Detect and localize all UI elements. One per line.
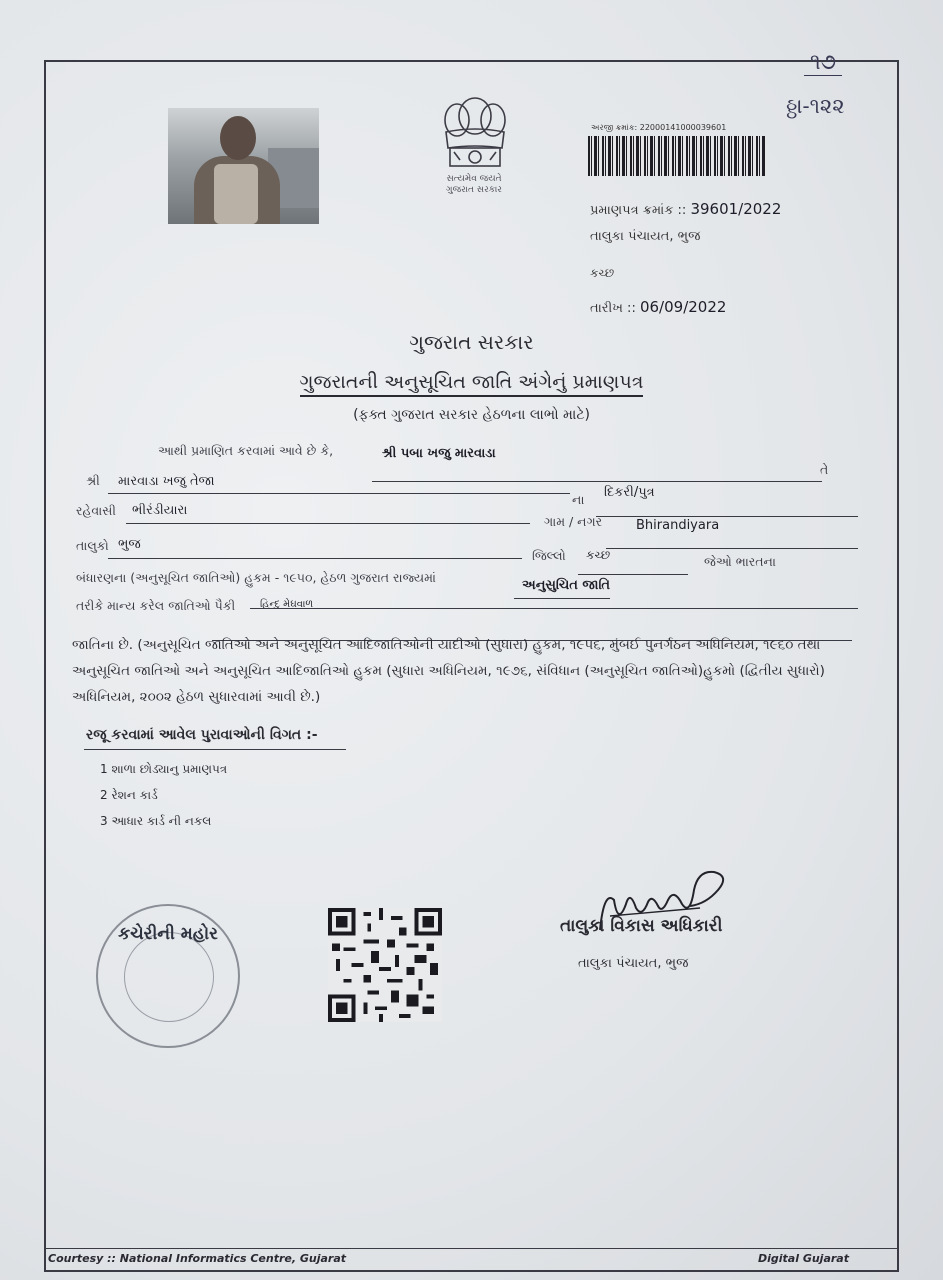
- na-label: ના: [572, 492, 585, 507]
- caste-name: હિન્દુ મેઘવાળ: [260, 599, 314, 610]
- issuing-district: કચ્છ: [590, 266, 615, 280]
- taluka-name: ભુજ: [118, 537, 141, 552]
- te-text: તે: [820, 462, 829, 477]
- certificate-number-row: [590, 200, 781, 218]
- document-item: 3 આધાર કાર્ડ ની નકલ: [100, 814, 212, 828]
- applicant-photo: [168, 108, 319, 224]
- district-label: જિલ્લો: [532, 548, 566, 563]
- relation: દિકરી/પુત્ર: [604, 485, 655, 500]
- category: અનુસુચિત જાતિ: [522, 578, 611, 593]
- constitution-text: બંધારણના (અનુસૂચિત જાતિઓ) હુકમ - ૧૯૫૦, હેઠળ ગુજરાત રાજ્યમાં: [76, 570, 436, 585]
- document-item: 1 શાળા છોડ્યાનુ પ્રમાણપત્ર: [100, 762, 228, 776]
- shri-label: શ્રી: [86, 473, 100, 488]
- document-item: 2 રેશન કાર્ડ: [100, 788, 158, 802]
- documents-title: રજૂ કરવામાં આવેલ પુરાવાઓની વિગત :-: [86, 727, 318, 743]
- government-title: ગુજરાત સરકાર: [409, 330, 534, 354]
- certificate-number: 39601/2022: [690, 200, 782, 218]
- issuing-office: તાલુકા પંચાયત, ભુજ: [590, 229, 701, 244]
- officer-title: તાલુકા વિકાસ અધિકારી: [560, 916, 723, 936]
- emblem-caption: સત્યમેવ જયતે ગુજરાત સરકાર: [446, 174, 502, 195]
- qr-code-icon: [328, 906, 442, 1024]
- handwritten-number-bottom: ઠ્ઠા-૧૨૨: [786, 94, 845, 118]
- issue-date: 06/09/2022: [639, 298, 727, 316]
- resident-place: ભીરંડીયારા: [132, 503, 188, 518]
- district-name: કચ્છ: [586, 548, 611, 562]
- officer-office: તાલુકા પંચાયત, ભુજ: [578, 956, 689, 971]
- india-text: જેઓ ભારતના: [704, 554, 776, 569]
- taluka-label: તાલુકો: [76, 538, 109, 553]
- certificate-subtitle: (ફક્ત ગુજરાત સરકાર હેઠળના લાભો માટે): [353, 407, 590, 423]
- intro-text: આથી પ્રમાણિત કરવામાં આવે છે કે,: [158, 443, 334, 458]
- footer-brand: Digital Gujarat: [758, 1252, 849, 1265]
- barcode: [588, 136, 766, 176]
- application-number: અરજી ક્રમાંક: 22000141000039601: [591, 123, 727, 132]
- certificate-number-label: પ્રમાણપત્ર ક્રમાંક ::: [590, 203, 687, 218]
- recognized-text: તરીકે માન્ય કરેલ જાતિઓ પૈકી: [76, 598, 236, 613]
- footer-courtesy: Courtesy :: National Informatics Centre, Gujarat: [48, 1252, 347, 1265]
- handwritten-number-top: ૧૭: [804, 50, 842, 76]
- seal-label: કચેરીની મહોર: [118, 924, 218, 944]
- resident-label: રહેવાસી: [76, 503, 116, 518]
- certificate-title: ગુજરાતની અનુસૂચિત જાતિ અંગેનું પ્રમાણપત્ર: [0, 371, 943, 393]
- father-name: મારવાડા ખજુ તેજા: [118, 474, 215, 489]
- village-name: Bhirandiyara: [636, 518, 720, 533]
- village-label: ગામ / નગર: [544, 514, 603, 529]
- issue-date-row: [590, 298, 726, 316]
- applicant-name: શ્રી પબા ખજુ મારવાડા: [382, 446, 496, 461]
- legal-paragraph: જાતિના છે. (અનુસૂચિત જાતિઓ અને અનુસૂચિત આદિજાતિઓની યાદીઓ (સુધારા) હુકમ, ૧૯૫૬, મુંબઈ પુનર્ગઠન અધિનિયમ, ૧૯૬૦ તથા અનુસૂચિત જાતિઓ અને અનુસૂચિત આદિજાતિઓ હુકમ (સુધારા અધિનિયમ, ૧૯૭૬, સંવિધાન (અનુસૂચિત જાતિઓ)હુકમો (દ્વિતીય સુધારો) અધિનિયમ, ૨૦૦૨ હેઠળ સુધારવામાં આવી છે.): [72, 637, 825, 705]
- issue-date-label: તારીખ ::: [590, 301, 636, 316]
